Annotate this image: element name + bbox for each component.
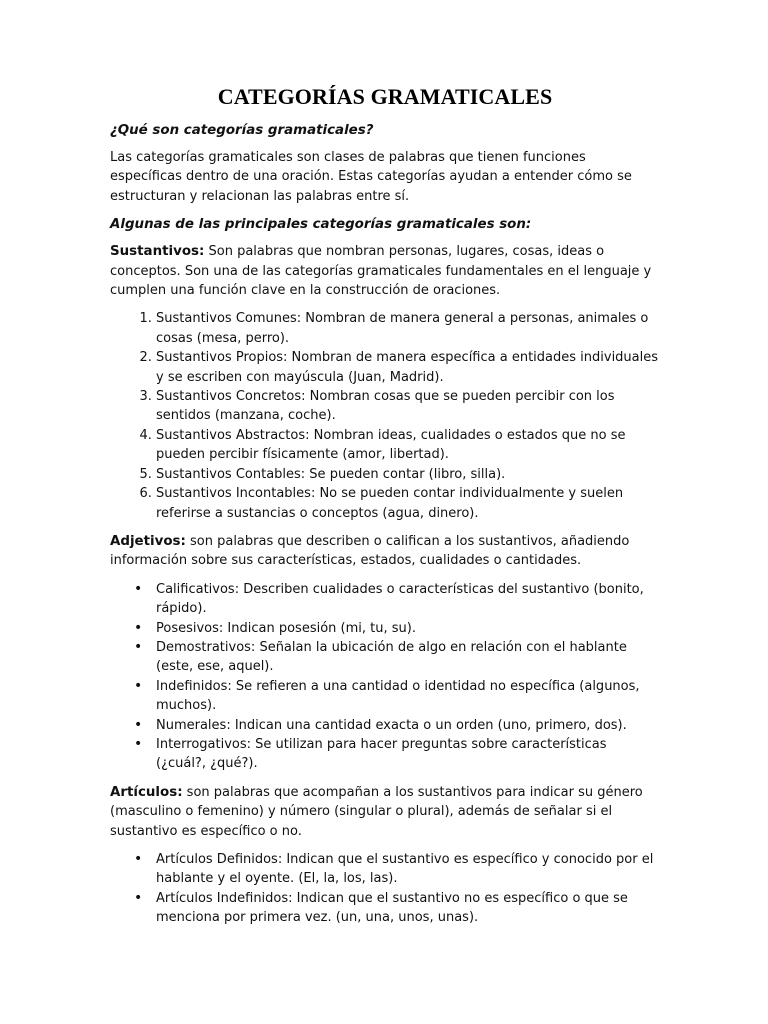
document-title: CATEGORÍAS GRAMATICALES bbox=[217, 84, 553, 109]
list-item: 3. Sustantivos Concretos: Nombran cosas que se pueden percibir con los sentidos (manzana, coche). bbox=[156, 387, 660, 426]
sustantivos-list bbox=[110, 309, 660, 522]
list-item: • Numerales: Indican una cantidad exacta o un orden (uno, primero, dos). bbox=[156, 716, 660, 735]
sustantivos-text: Son palabras que nombran personas, lugares, cosas, ideas o conceptos. Son una de las categorías gramaticales fundamentales en el lenguaje y cumplen una función clave en la construcción de oraciones. bbox=[110, 244, 652, 299]
list-item: 1. Sustantivos Comunes: Nombran de manera general a personas, animales o cosas (mesa, perro). bbox=[156, 309, 660, 348]
list-item: • Demostrativos: Señalan la ubicación de algo en relación con el hablante (este, ese, aquel). bbox=[156, 638, 660, 677]
adjetivos-term: Adjetivos: bbox=[110, 533, 186, 549]
list-item: • Artículos Indefinidos: Indican que el sustantivo no es específico o que se menciona por primera vez. (un, una, unos, unas). bbox=[156, 889, 660, 928]
list-item: 2. Sustantivos Propios: Nombran de manera específica a entidades individuales y se escriben con mayúscula (Juan, Madrid). bbox=[156, 348, 660, 387]
question-heading: ¿Qué son categorías gramaticales? bbox=[110, 123, 374, 138]
articulos-list bbox=[110, 850, 660, 928]
list-item: • Calificativos: Describen cualidades o características del sustantivo (bonito, rápido). bbox=[156, 580, 660, 619]
list-item: • Artículos Definidos: Indican que el sustantivo es específico y conocido por el hablante y el oyente. (El, la, los, las). bbox=[156, 850, 660, 889]
intro-paragraph: Las categorías gramaticales son clases de palabras que tienen funciones específicas dentro de una oración. Estas categorías ayudan a entender cómo se estructuran y relacionan las palabras entre sí. bbox=[110, 150, 632, 204]
document-body bbox=[110, 82, 660, 937]
list-item: • Posesivos: Indican posesión (mi, tu, su). bbox=[156, 619, 660, 638]
articulos-paragraph bbox=[110, 783, 660, 841]
adjetivos-text: son palabras que describen o califican a los sustantivos, añadiendo información sobre sus características, estados, cualidades o cantidades. bbox=[110, 533, 630, 569]
list-item: 6. Sustantivos Incontables: No se pueden contar individualmente y suelen referirse a sustancias o conceptos (agua, dinero). bbox=[156, 484, 660, 523]
sustantivos-term: Sustantivos: bbox=[110, 244, 205, 260]
list-item: 4. Sustantivos Abstractos: Nombran ideas, cualidades o estados que no se pueden percibir físicamente (amor, libertad). bbox=[156, 426, 660, 465]
articulos-text: son palabras que acompañan a los sustantivos para indicar su género (masculino o femenino) y número (singular o plural), además de señalar si el sustantivo es específico o no. bbox=[110, 784, 643, 839]
articulos-term: Artículos: bbox=[110, 784, 183, 800]
list-item: 5. Sustantivos Contables: Se pueden contar (libro, silla). bbox=[156, 465, 660, 484]
list-item: • Interrogativos: Se utilizan para hacer preguntas sobre características (¿cuál?, ¿qué?). bbox=[156, 735, 660, 774]
sustantivos-paragraph bbox=[110, 242, 660, 300]
categories-subheading: Algunas de las principales categorías gramaticales son: bbox=[110, 217, 532, 233]
list-item: • Indefinidos: Se refieren a una cantidad o identidad no específica (algunos, muchos). bbox=[156, 677, 660, 716]
adjetivos-list bbox=[110, 580, 660, 774]
adjetivos-paragraph bbox=[110, 532, 660, 571]
